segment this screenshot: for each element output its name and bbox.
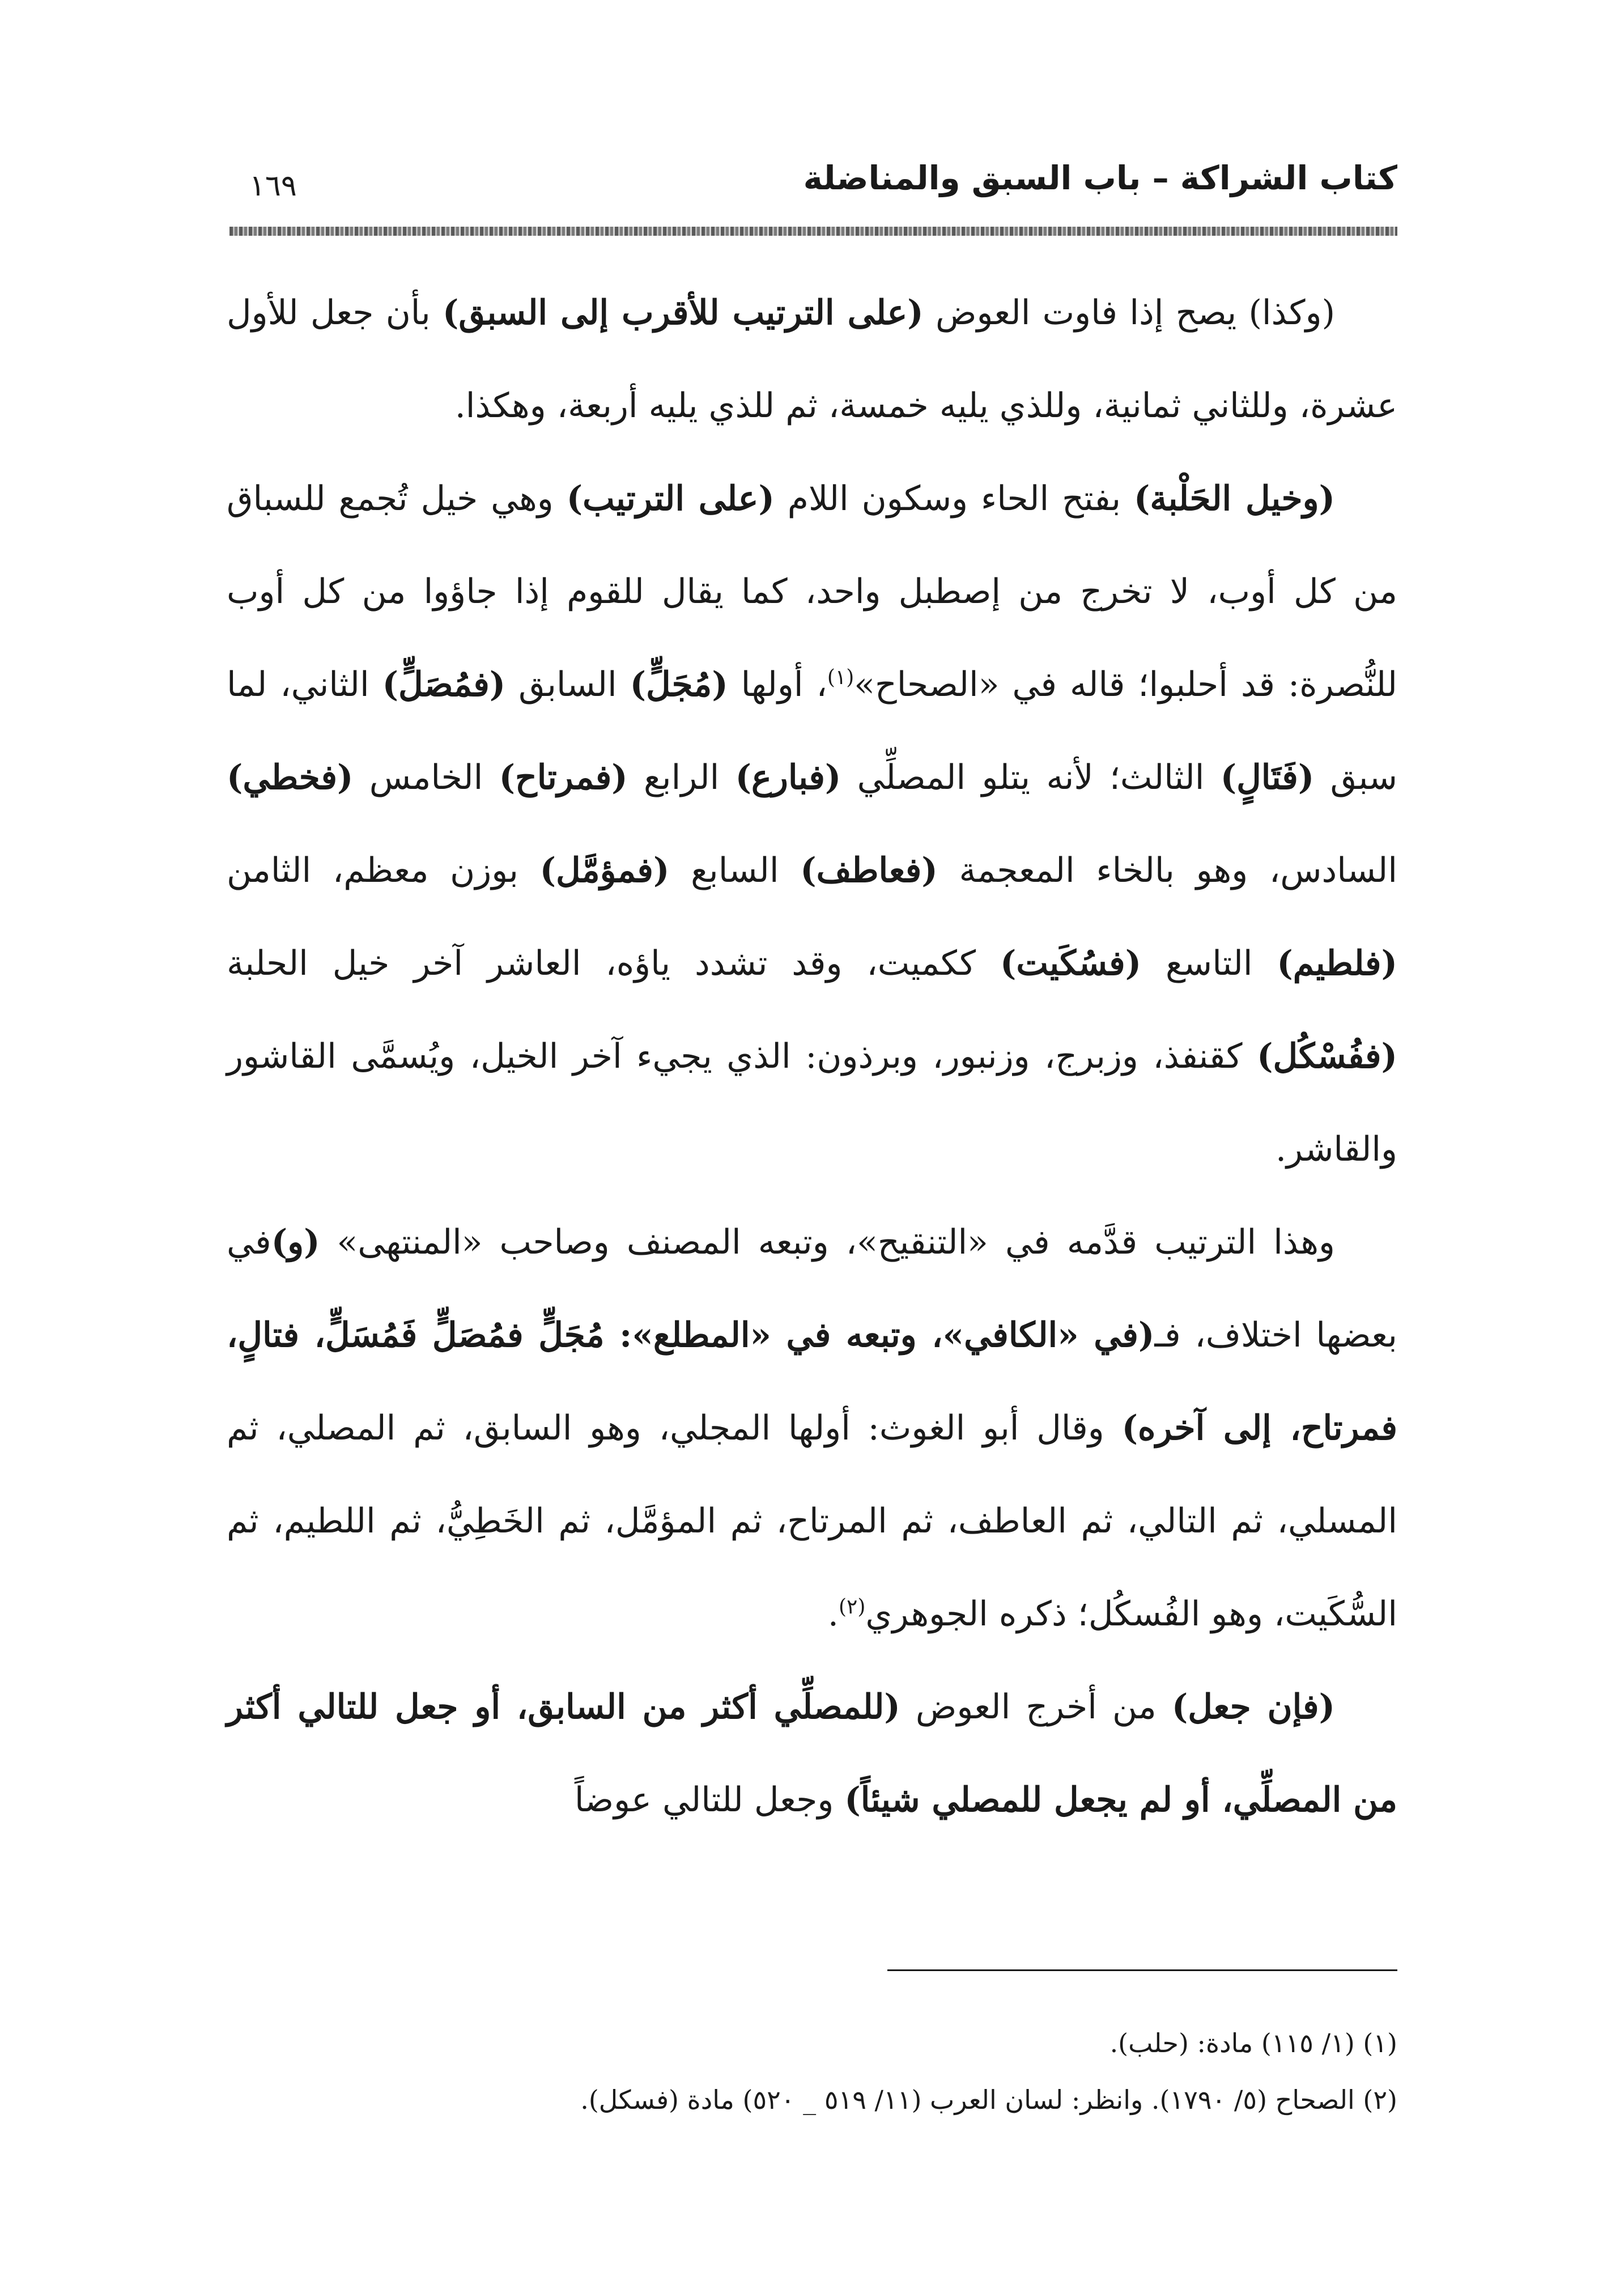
footnotes [227, 2015, 1397, 2128]
footnote-2: (٢) الصحاح (٥/ ١٧٩٠). وانظر: لسان العرب (١١/ ٥١٩ _ ٥٢٠) مادة (فسكل). [580, 2084, 1397, 2115]
footnote-ref-2[interactable]: (٢) [838, 1595, 866, 1619]
running-title: كتاب الشراكة – باب السبق والمناضلة [803, 159, 1397, 197]
page-number: ١٦٩ [249, 169, 297, 203]
paragraph-4: (فإن جعل) من أخرج العوض (للمصلِّي أكثر من السابق، أو جعل للتالي أكثر من المصلِّي، أو لم يجعل للمصلي شيئاً) وجعل للتالي عوضاً [227, 1687, 1397, 1820]
main-text [227, 266, 1397, 1846]
page-header [238, 153, 1397, 204]
footnote-1: (١) (١/ ١١٥) مادة: (حلب). [1109, 2028, 1397, 2058]
header-rule [229, 227, 1397, 236]
paragraph-2: (وخيل الحَلْبة) بفتح الحاء وسكون اللام (على الترتيب) وهي خيل تُجمع للسباق من كل أوب، لا تخرج من إصطبل واحد، كما يقال للقوم إذا جاؤوا من كل أوب للنُّصرة: قد أحلبوا؛ قاله في «الصحاح»$^{(١)}$، أولها (مُجَلٍّ) السابق (فمُصَلٍّ) الثاني، لما سبق (فَتَالٍ) الثالث؛ لأنه يتلو المصلِّي (فبارع) الرابع (فمرتاح) الخامس (فخطي) السادس، وهو بالخاء المعجمة (فعاطف) السابع (فمؤمَّل) بوزن معظم، الثامن (فلطيم) التاسع (فسُكَيت) ككميت، وقد تشدد ياؤه، العاشر آخر خيل الحلبة (ففُسْكُل) كقنفذ، وزبرج، وزنبور، وبرذون: الذي يجيء آخر الخيل، ويُسمَّى القاشور والقاشر. [227, 479, 1398, 1169]
footnote-separator [887, 1969, 1397, 1971]
paragraph-3: وهذا الترتيب قدَّمه في «التنقيح»، وتبعه المصنف وصاحب «المنتهى» (و)في بعضها اختلاف، فـ(في «الكافي»، وتبعه في «المطلع»: مُجَلٍّ فمُصَلٍّ فَمُسَلٍّ، فتالٍ، فمرتاح، إلى آخره) وقال أبو الغوث: أولها المجلي، وهو السابق، ثم المصلي، ثم المسلي، ثم التالي، ثم العاطف، ثم المرتاح، ثم المؤمَّل، ثم الخَطِيُّ، ثم اللطيم، ثم السُّكَيت، وهو الفُسكُل؛ ذكره الجوهري$^{(٢)}$. [227, 1222, 1398, 1634]
paragraph-1: (وكذا) يصح إذا فاوت العوض (على الترتيب للأقرب إلى السبق) بأن جعل للأول عشرة، وللثاني ثمانية، وللذي يليه خمسة، ثم للذي يليه أربعة، وهكذا. [227, 293, 1397, 426]
footnote-ref-1[interactable]: (١) [827, 666, 854, 689]
